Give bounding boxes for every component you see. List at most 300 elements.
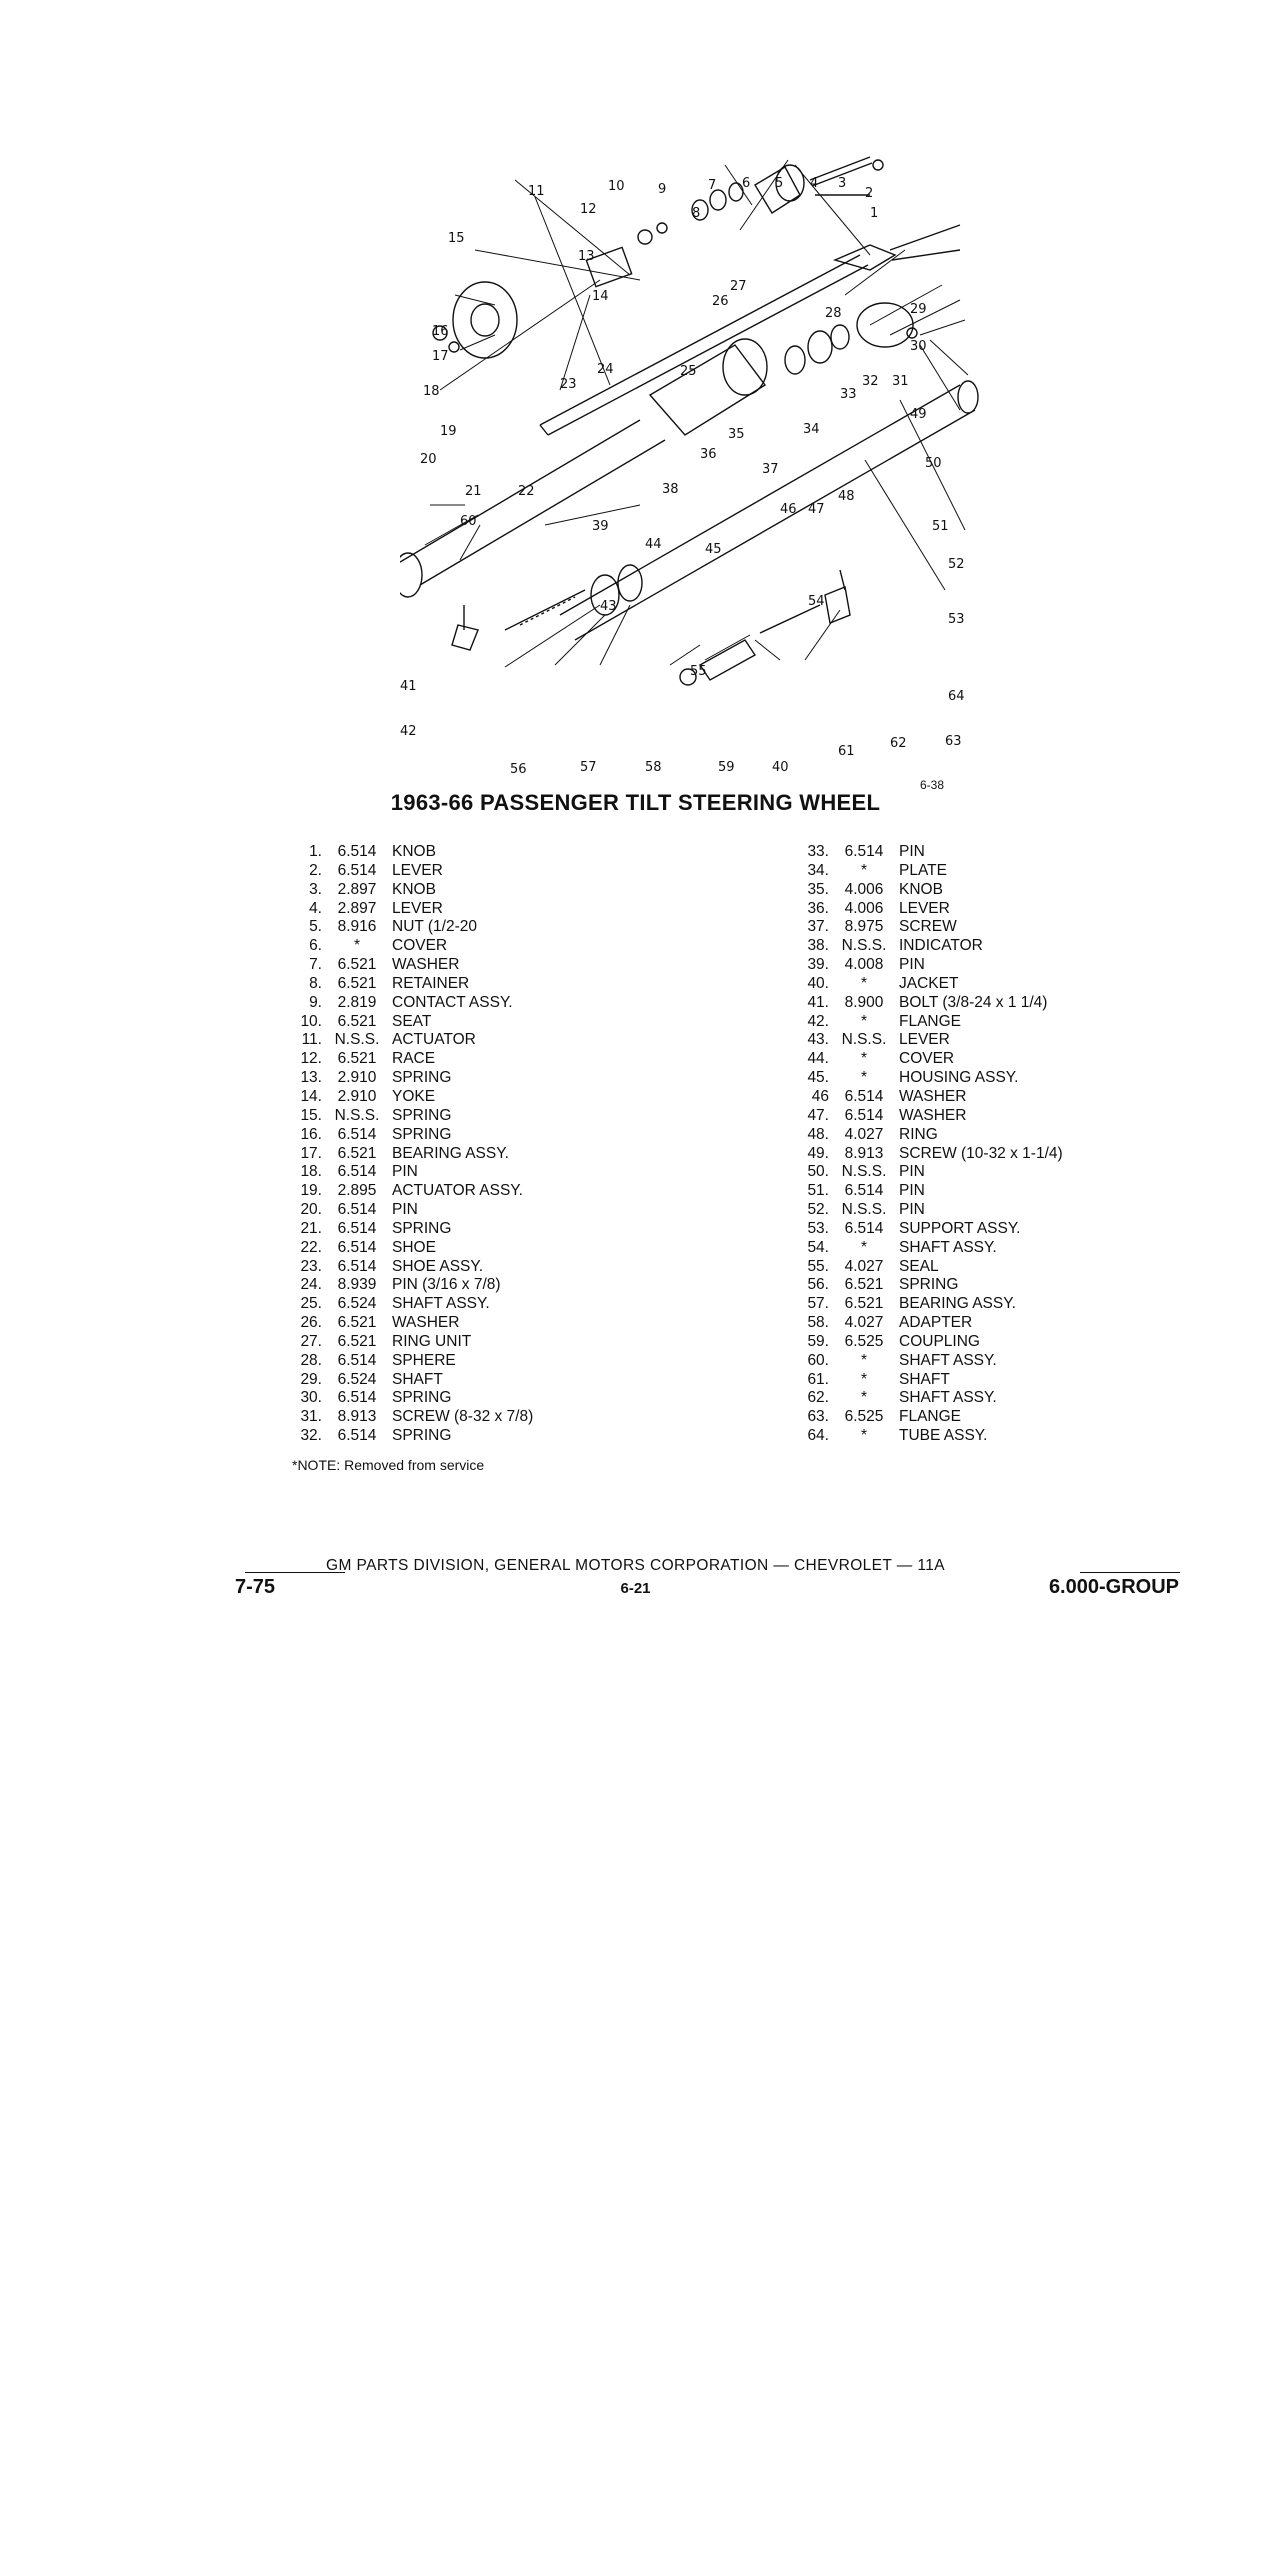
part-description: WASHER xyxy=(899,1087,967,1105)
callout-label: 17 xyxy=(432,349,449,364)
parts-list-row xyxy=(288,1276,768,1295)
parts-list-row xyxy=(795,1107,1271,1126)
callout-label: 62 xyxy=(890,736,907,751)
parts-list-row xyxy=(288,1427,768,1446)
part-number: 29. xyxy=(300,1370,322,1388)
part-group-number: N.S.S. xyxy=(334,1031,380,1049)
parts-list-row xyxy=(795,975,1271,994)
part-description: KNOB xyxy=(392,880,436,898)
part-description: NUT (1/2-20 xyxy=(392,918,477,936)
part-number: 22. xyxy=(300,1238,322,1256)
parts-list-row xyxy=(795,918,1271,937)
part-group-number: 4.027 xyxy=(844,1257,884,1275)
parts-list-row xyxy=(288,1088,768,1107)
part-group-number: * xyxy=(860,1050,868,1068)
part-group-number: * xyxy=(860,1069,868,1087)
part-number: 44. xyxy=(807,1050,829,1068)
part-group-number: 6.514 xyxy=(337,1163,377,1181)
callout-label: 12 xyxy=(580,202,597,217)
callout-label: 54 xyxy=(808,594,825,609)
footer-page-number: 6-21 xyxy=(620,1580,651,1597)
parts-list-row xyxy=(288,1295,768,1314)
part-number: 42. xyxy=(807,1012,829,1030)
part-number: 28. xyxy=(300,1351,322,1369)
part-number: 34. xyxy=(807,861,829,879)
footer-date-code: 7-75 xyxy=(235,1576,276,1598)
parts-list-row xyxy=(288,1050,768,1069)
part-number: 51. xyxy=(807,1182,829,1200)
part-description: KNOB xyxy=(899,880,943,898)
part-number: 33. xyxy=(807,843,829,860)
parts-list-row xyxy=(795,1013,1271,1032)
callout-label: 38 xyxy=(662,482,679,497)
part-number: 61. xyxy=(807,1370,829,1388)
part-group-number: * xyxy=(860,1370,868,1388)
part-number: 18. xyxy=(300,1163,322,1181)
part-group-number: N.S.S. xyxy=(841,1163,887,1181)
parts-list-row xyxy=(795,1258,1271,1277)
part-group-number: 6.514 xyxy=(337,843,377,860)
part-group-number: 8.975 xyxy=(844,918,884,936)
part-group-number: 6.514 xyxy=(337,1201,377,1219)
parts-list-row xyxy=(288,1408,768,1427)
callout-label: 51 xyxy=(932,519,949,534)
part-number: 12. xyxy=(300,1050,322,1068)
part-number: 6. xyxy=(309,937,322,955)
callout-label: 47 xyxy=(808,502,825,517)
parts-list-row xyxy=(288,956,768,975)
callout-label: 20 xyxy=(420,452,437,467)
parts-list-row xyxy=(795,994,1271,1013)
part-group-number: 6.521 xyxy=(337,1144,377,1162)
part-description: HOUSING ASSY. xyxy=(899,1069,1019,1087)
part-number: 43. xyxy=(807,1031,829,1049)
callout-label: 58 xyxy=(645,760,662,775)
callout-label: 1 xyxy=(870,206,879,221)
callout-label: 43 xyxy=(600,599,617,614)
parts-list-row xyxy=(288,1163,768,1182)
callout-label: 26 xyxy=(712,294,729,309)
part-number: 30. xyxy=(300,1389,322,1407)
part-number: 5. xyxy=(309,918,322,936)
callout-label: 35 xyxy=(728,427,745,442)
part-description: COVER xyxy=(899,1050,955,1068)
part-group-number: 2.819 xyxy=(337,993,377,1011)
part-description: SHAFT xyxy=(392,1370,443,1388)
parts-list-row xyxy=(288,1352,768,1371)
part-group-number: * xyxy=(860,1012,868,1030)
part-description: SHAFT ASSY. xyxy=(392,1295,490,1313)
part-description: PIN xyxy=(899,1201,925,1219)
callout-label: 34 xyxy=(803,422,820,437)
parts-list-row xyxy=(795,862,1271,881)
part-group-number: * xyxy=(860,861,868,879)
callout-label: 25 xyxy=(680,364,697,379)
part-description: SHOE ASSY. xyxy=(392,1257,484,1275)
callout-label: 57 xyxy=(580,760,597,775)
part-group-number: 8.939 xyxy=(337,1276,377,1294)
part-group-number: 4.027 xyxy=(844,1125,884,1143)
callout-label: 2 xyxy=(865,186,874,201)
part-description: SHAFT ASSY. xyxy=(899,1389,997,1407)
part-description: SHAFT ASSY. xyxy=(899,1238,997,1256)
part-description: BEARING ASSY. xyxy=(899,1295,1016,1313)
part-group-number: 6.514 xyxy=(337,861,377,879)
parts-list-row xyxy=(795,1427,1271,1446)
part-group-number: 6.514 xyxy=(337,1389,377,1407)
part-number: 49. xyxy=(807,1144,829,1162)
part-number: 58. xyxy=(807,1314,829,1332)
part-group-number: 2.910 xyxy=(337,1087,377,1105)
part-description: SHAFT ASSY. xyxy=(899,1351,997,1369)
part-number: 50. xyxy=(807,1163,829,1181)
footer-rule-right xyxy=(1080,1572,1180,1573)
callout-label: 29 xyxy=(910,302,927,317)
parts-list-row xyxy=(288,1107,768,1126)
parts-list-row xyxy=(288,843,768,862)
part-number: 21. xyxy=(300,1219,322,1237)
part-description: SCREW (8-32 x 7/8) xyxy=(392,1408,534,1426)
part-description: PIN xyxy=(899,1163,925,1181)
part-number: 24. xyxy=(300,1276,322,1294)
part-group-number: 6.514 xyxy=(337,1219,377,1237)
part-group-number: 6.514 xyxy=(844,1219,884,1237)
part-number: 32. xyxy=(300,1427,322,1445)
part-number: 15. xyxy=(300,1106,322,1124)
callout-label: 24 xyxy=(597,362,614,377)
parts-list-row xyxy=(288,1333,768,1352)
part-description: INDICATOR xyxy=(899,937,983,955)
callout-label: 42 xyxy=(400,724,417,739)
parts-list-row xyxy=(288,1031,768,1050)
part-group-number: 6.514 xyxy=(844,1106,884,1124)
parts-list-right xyxy=(795,843,1271,1446)
part-group-number: 6.521 xyxy=(337,1314,377,1332)
parts-list-row xyxy=(795,843,1271,862)
part-number: 27. xyxy=(300,1332,322,1350)
part-description: BOLT (3/8-24 x 1 1/4) xyxy=(899,993,1048,1011)
parts-list-row xyxy=(288,1013,768,1032)
part-group-number: 4.008 xyxy=(844,956,884,974)
part-description: JACKET xyxy=(899,974,959,992)
callout-label: 18 xyxy=(423,384,440,399)
parts-list-row xyxy=(795,1069,1271,1088)
parts-list-row xyxy=(795,1408,1271,1427)
part-number: 25. xyxy=(300,1295,322,1313)
parts-list-left xyxy=(288,843,768,1446)
callout-label: 56 xyxy=(510,762,527,777)
part-group-number: 8.916 xyxy=(337,918,377,936)
callout-label: 19 xyxy=(440,424,457,439)
parts-list-row xyxy=(795,1088,1271,1107)
part-group-number: 6.521 xyxy=(337,956,377,974)
part-description: RACE xyxy=(392,1050,436,1068)
parts-list-row xyxy=(288,1069,768,1088)
callout-label: 21 xyxy=(465,484,482,499)
part-number: 1. xyxy=(309,843,322,860)
part-group-number: * xyxy=(860,1351,868,1369)
part-group-number: 6.521 xyxy=(337,1332,377,1350)
part-number: 59. xyxy=(807,1332,829,1350)
parts-list-row xyxy=(795,1126,1271,1145)
callout-label: 23 xyxy=(560,377,577,392)
callout-label: 31 xyxy=(892,374,909,389)
callout-label: 11 xyxy=(528,184,545,199)
part-group-number: * xyxy=(860,1427,868,1445)
part-group-number: 2.897 xyxy=(337,899,377,917)
callout-label: 61 xyxy=(838,744,855,759)
part-description: LEVER xyxy=(899,1031,950,1049)
callout-label: 30 xyxy=(910,339,927,354)
part-group-number: 6.514 xyxy=(337,1427,377,1445)
parts-list-row xyxy=(288,1239,768,1258)
part-number: 40. xyxy=(807,974,829,992)
parts-list-row xyxy=(795,1314,1271,1333)
part-description: PLATE xyxy=(899,861,947,879)
callout-label: 22 xyxy=(518,484,535,499)
callout-label: 33 xyxy=(840,387,857,402)
parts-list-row xyxy=(795,1182,1271,1201)
parts-list-row xyxy=(288,975,768,994)
part-description: WASHER xyxy=(392,1314,460,1332)
parts-list-row xyxy=(288,937,768,956)
parts-list-row xyxy=(288,1314,768,1333)
part-group-number: 4.006 xyxy=(844,899,884,917)
part-number: 19. xyxy=(300,1182,322,1200)
callout-label: 10 xyxy=(608,179,625,194)
parts-list-row xyxy=(795,1276,1271,1295)
parts-list-row xyxy=(795,1239,1271,1258)
callout-label: 6 xyxy=(742,176,751,191)
callout-label: 14 xyxy=(592,289,609,304)
part-description: PIN (3/16 x 7/8) xyxy=(392,1276,501,1294)
parts-list-row xyxy=(288,900,768,919)
callout-label: 41 xyxy=(400,679,417,694)
part-number: 52. xyxy=(807,1201,829,1219)
part-group-number: * xyxy=(860,974,868,992)
callout-label: 49 xyxy=(910,407,927,422)
part-group-number: 6.514 xyxy=(337,1125,377,1143)
part-number: 55. xyxy=(807,1257,829,1275)
parts-list-row xyxy=(288,1258,768,1277)
parts-list-row xyxy=(795,1163,1271,1182)
parts-list-row xyxy=(795,1031,1271,1050)
part-group-number: 8.913 xyxy=(337,1408,377,1426)
part-number: 13. xyxy=(300,1069,322,1087)
exploded-parts-diagram xyxy=(400,85,1000,790)
part-number: 3. xyxy=(309,880,322,898)
callout-label: 13 xyxy=(578,249,595,264)
callout-label: 16 xyxy=(432,324,449,339)
parts-list-row xyxy=(288,881,768,900)
part-number: 23. xyxy=(300,1257,322,1275)
part-group-number: 6.521 xyxy=(844,1276,884,1294)
part-number: 45. xyxy=(807,1069,829,1087)
part-description: SPRING xyxy=(392,1389,452,1407)
callout-label: 36 xyxy=(700,447,717,462)
callout-label: 53 xyxy=(948,612,965,627)
callout-labels xyxy=(400,176,965,777)
part-group-number: * xyxy=(353,937,361,955)
part-number: 31. xyxy=(300,1408,322,1426)
part-number: 26. xyxy=(300,1314,322,1332)
parts-list-row xyxy=(795,1371,1271,1390)
part-number: 39. xyxy=(807,956,829,974)
part-number: 57. xyxy=(807,1295,829,1313)
part-description: ACTUATOR xyxy=(392,1031,476,1049)
part-number: 2. xyxy=(309,861,322,879)
part-description: PIN xyxy=(899,1182,925,1200)
part-group-number: * xyxy=(860,1389,868,1407)
part-number: 4. xyxy=(309,899,322,917)
callout-label: 45 xyxy=(705,542,722,557)
footer-publisher-line: GM PARTS DIVISION, GENERAL MOTORS CORPORATION — CHEVROLET — 11A xyxy=(326,1557,945,1574)
parts-list-row xyxy=(795,881,1271,900)
part-group-number: 6.525 xyxy=(844,1408,884,1426)
part-description: RING xyxy=(899,1125,938,1143)
part-number: 64. xyxy=(807,1427,829,1445)
part-description: FLANGE xyxy=(899,1408,962,1426)
parts-list-row xyxy=(288,862,768,881)
part-number: 54. xyxy=(807,1238,829,1256)
part-description: SPRING xyxy=(392,1427,452,1445)
callout-label: 7 xyxy=(708,178,717,193)
footnote: *NOTE: Removed from service xyxy=(292,1457,485,1473)
part-description: KNOB xyxy=(392,843,436,860)
part-group-number: 8.913 xyxy=(844,1144,884,1162)
part-description: YOKE xyxy=(392,1087,436,1105)
part-description: SPRING xyxy=(392,1106,452,1124)
callout-label: 28 xyxy=(825,306,842,321)
parts-list-row xyxy=(795,937,1271,956)
part-group-number: 6.514 xyxy=(337,1257,377,1275)
part-group-number: 2.910 xyxy=(337,1069,377,1087)
part-number: 11. xyxy=(301,1031,322,1049)
part-description: WASHER xyxy=(899,1106,967,1124)
part-number: 16. xyxy=(300,1125,322,1143)
parts-list-row xyxy=(288,1371,768,1390)
part-number: 14. xyxy=(300,1087,322,1105)
part-group-number: 6.521 xyxy=(844,1295,884,1313)
part-number: 48. xyxy=(807,1125,829,1143)
part-description: COVER xyxy=(392,937,448,955)
part-description: PIN xyxy=(899,843,925,860)
part-number: 47. xyxy=(807,1106,829,1124)
part-group-number: 6.521 xyxy=(337,1012,377,1030)
part-group-number: 6.525 xyxy=(844,1332,884,1350)
part-description: ADAPTER xyxy=(899,1314,973,1332)
part-group-number: 6.514 xyxy=(337,1238,377,1256)
parts-list-row xyxy=(795,1145,1271,1164)
callout-label: 55 xyxy=(690,664,707,679)
part-group-number: 6.521 xyxy=(337,1050,377,1068)
callout-label: 50 xyxy=(925,456,942,471)
part-group-number: 6.521 xyxy=(337,974,377,992)
parts-list-row xyxy=(288,1126,768,1145)
callout-label: 60 xyxy=(460,514,477,529)
callout-label: 9 xyxy=(658,182,667,197)
callout-label: 48 xyxy=(838,489,855,504)
callout-label: 40 xyxy=(772,760,789,775)
callout-label: 59 xyxy=(718,760,735,775)
part-group-number: * xyxy=(860,1238,868,1256)
part-description: ACTUATOR ASSY. xyxy=(392,1182,523,1200)
part-group-number: 6.514 xyxy=(337,1351,377,1369)
part-group-number: 6.514 xyxy=(844,1087,884,1105)
part-number: 10. xyxy=(300,1012,322,1030)
part-group-number: 6.524 xyxy=(337,1370,377,1388)
part-number: 56. xyxy=(807,1276,829,1294)
part-description: SEAL xyxy=(899,1257,939,1275)
part-description: PIN xyxy=(392,1201,418,1219)
callout-label: 27 xyxy=(730,279,747,294)
part-number: 8. xyxy=(309,974,322,992)
parts-list-row xyxy=(288,918,768,937)
parts-list-row xyxy=(288,1220,768,1239)
parts-list-row xyxy=(795,1389,1271,1408)
parts-list-row xyxy=(288,994,768,1013)
part-description: SPRING xyxy=(392,1069,452,1087)
part-description: LEVER xyxy=(899,899,950,917)
part-description: SHAFT xyxy=(899,1370,950,1388)
callout-label: 8 xyxy=(692,206,701,221)
part-number: 17. xyxy=(300,1144,322,1162)
callout-label: 32 xyxy=(862,374,879,389)
callout-label: 5 xyxy=(775,176,784,191)
part-group-number: 2.897 xyxy=(337,880,377,898)
callout-label: 64 xyxy=(948,689,965,704)
part-group-number: 4.006 xyxy=(844,880,884,898)
parts-list-row xyxy=(795,1333,1271,1352)
part-number: 37. xyxy=(807,918,829,936)
callout-label: 46 xyxy=(780,502,797,517)
part-description: SPRING xyxy=(392,1219,452,1237)
part-group-number: 6.524 xyxy=(337,1295,377,1313)
part-number: 60. xyxy=(807,1351,829,1369)
part-description: SPHERE xyxy=(392,1351,456,1369)
parts-list-row xyxy=(288,1145,768,1164)
callout-label: 52 xyxy=(948,557,965,572)
part-description: SCREW (10-32 x 1-1/4) xyxy=(899,1144,1063,1162)
parts-list-row xyxy=(795,900,1271,919)
part-number: 36. xyxy=(807,899,829,917)
part-group-number: N.S.S. xyxy=(841,1031,887,1049)
part-number: 9. xyxy=(309,993,322,1011)
part-description: SUPPORT ASSY. xyxy=(899,1219,1021,1237)
part-number: 46 xyxy=(811,1087,829,1105)
callout-label: 37 xyxy=(762,462,779,477)
part-description: PIN xyxy=(899,956,925,974)
part-number: 53. xyxy=(807,1219,829,1237)
callout-label: 39 xyxy=(592,519,609,534)
leader-lines xyxy=(425,160,968,667)
callout-label: 44 xyxy=(645,537,662,552)
parts-list-row xyxy=(795,1050,1271,1069)
callout-label: 4 xyxy=(810,176,819,191)
part-description: BEARING ASSY. xyxy=(392,1144,509,1162)
part-description: PIN xyxy=(392,1163,418,1181)
part-description: WASHER xyxy=(392,956,460,974)
parts-illustration xyxy=(400,157,978,685)
part-description: RING UNIT xyxy=(392,1332,472,1350)
part-description: SPRING xyxy=(899,1276,959,1294)
part-description: CONTACT ASSY. xyxy=(392,993,513,1011)
part-description: SCREW xyxy=(899,918,957,936)
part-group-number: N.S.S. xyxy=(841,937,887,955)
part-description: SHOE xyxy=(392,1238,436,1256)
part-number: 35. xyxy=(807,880,829,898)
part-description: LEVER xyxy=(392,861,443,879)
